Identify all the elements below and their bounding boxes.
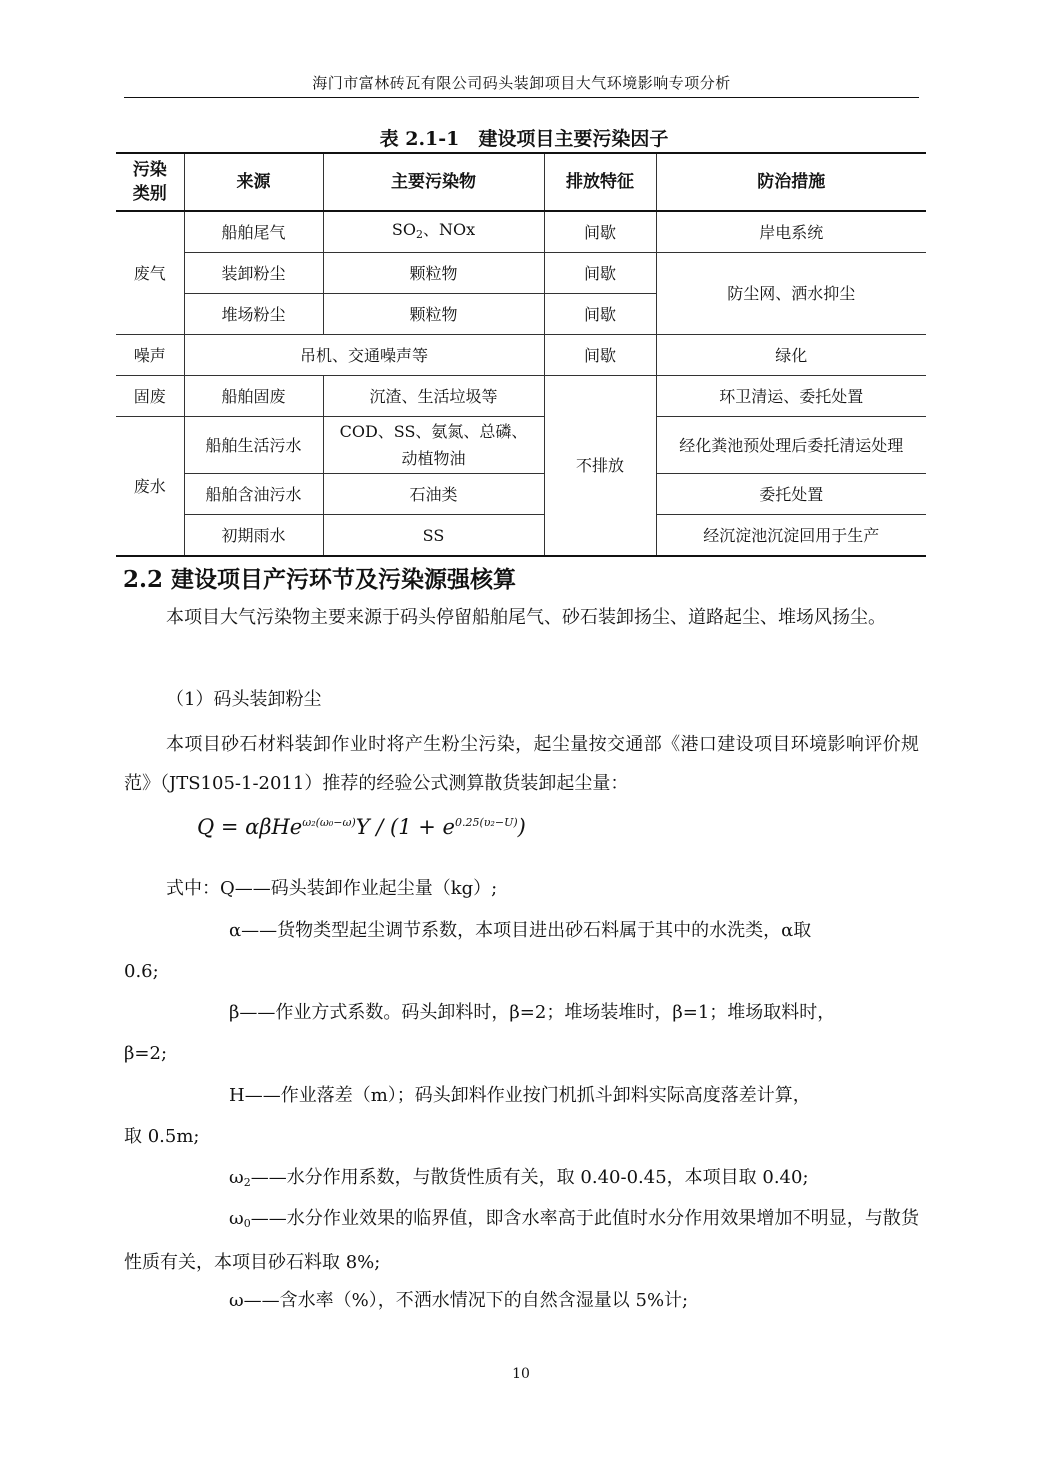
cell-measure: 委托处置: [656, 474, 926, 515]
table-row: [116, 335, 926, 376]
definition-alpha: α——货物类型起尘调节系数，本项目进出砂石料属于其中的水洗类，α取: [229, 920, 812, 941]
definition-q: 式中：Q——码头装卸作业起尘量（kg）;: [166, 878, 498, 899]
table-row: [116, 417, 926, 474]
cell-pollutant: $SO_2$、NOx: [323, 211, 544, 253]
cell-measure: 经沉淀池沉淀回用于生产: [656, 515, 926, 557]
cell-pollutant: 沉渣、生活垃圾等: [323, 376, 544, 417]
col-header-source: 来源: [184, 153, 323, 211]
cell-emission: 不排放: [544, 376, 656, 557]
subsection-heading: （1）码头装卸粉尘: [166, 689, 322, 710]
cell-category: 废水: [116, 417, 184, 557]
table-caption: 表 2.1-1 建设项目主要污染因子: [379, 128, 669, 150]
cell-measure: 防尘网、洒水抑尘: [656, 253, 926, 335]
cell-category: 噪声: [116, 335, 184, 376]
cell-source: 船舶尾气: [184, 211, 323, 253]
cell-pollutant: 颗粒物: [323, 253, 544, 294]
cell-category: 废气: [116, 211, 184, 335]
paragraph: 本项目大气污染物主要来源于码头停留船舶尾气、砂石装卸扬尘、道路起尘、堆场风扬尘。: [166, 607, 886, 628]
cell-pollutant: 石油类: [323, 474, 544, 515]
section-heading: 2.2 建设项目产污环节及污染源强核算: [123, 566, 517, 593]
cell-source: 船舶固废: [184, 376, 323, 417]
cell-source: 装卸粉尘: [184, 253, 323, 294]
cell-measure: 环卫清运、委托处置: [656, 376, 926, 417]
definition-beta-cont: β=2;: [124, 1043, 168, 1064]
col-header-measure: 防治措施: [656, 153, 926, 211]
cell-emission: 间歇: [544, 294, 656, 335]
table-row: [116, 376, 926, 417]
cell-source: 初期雨水: [184, 515, 323, 557]
cell-source: 吊机、交通噪声等: [184, 335, 544, 376]
cell-measure: 岸电系统: [656, 211, 926, 253]
header-rule: [124, 97, 919, 98]
table-row: [116, 474, 926, 515]
col-header-emission: 排放特征: [544, 153, 656, 211]
table-header-row: [116, 153, 926, 211]
cell-emission: 间歇: [544, 211, 656, 253]
cell-source: 船舶含油污水: [184, 474, 323, 515]
table-row: [116, 211, 926, 253]
definition-omega0: $\omega_0——$水分作业效果的临界值，即含水率高于此值时水分作用效果增加不明显，与散货性质有关，本项目砂石料取 8%;: [124, 1208, 919, 1273]
definition-omega: ω——含水率（%），不洒水情况下的自然含湿量以 5%计;: [229, 1290, 689, 1311]
col-header-pollutant: 主要污染物: [323, 153, 544, 211]
paragraph: 本项目砂石材料装卸作业时将产生粉尘污染，起尘量按交通部《港口建设项目环境影响评价规范》（JTS105-1-2011）推荐的经验公式测算散货装卸起尘量：: [124, 734, 919, 794]
definition-h: H——作业落差（m）；码头卸料作业按门机抓斗卸料实际高度落差计算，: [229, 1085, 811, 1106]
table-row: [116, 515, 926, 557]
definition-alpha-cont: 0.6;: [124, 961, 159, 982]
cell-pollutant: COD、SS、氨氮、总磷、动植物油: [323, 417, 544, 474]
cell-measure: 绿化: [656, 335, 926, 376]
cell-source: 船舶生活污水: [184, 417, 323, 474]
cell-category: 固废: [116, 376, 184, 417]
page-number: 10: [512, 1366, 530, 1382]
definition-h-cont: 取 0.5m;: [124, 1126, 200, 1147]
col-header-category: 污染 类别: [116, 153, 184, 211]
definition-omega2: $\omega_2——$水分作用系数，与散货性质有关，取 0.40-0.45，本项目取 0.40;: [229, 1167, 809, 1189]
cell-emission: 间歇: [544, 253, 656, 294]
running-header: 海门市富林砖瓦有限公司码头装卸项目大气环境影响专项分析: [312, 74, 731, 92]
definition-beta: β——作业方式系数。码头卸料时，β=2；堆场装堆时，β=1；堆场取料时，: [229, 1002, 836, 1023]
cell-pollutant: SS: [323, 515, 544, 557]
cell-pollutant: 颗粒物: [323, 294, 544, 335]
table-row: [116, 253, 926, 294]
pollution-factor-table: [116, 152, 926, 557]
dust-formula: $Q = \alpha\beta He^{\omega_2(\omega_0-\omega)}Y / (1 + e^{0.25(\upsilon_2-U)})$: [197, 815, 526, 839]
cell-emission: 间歇: [544, 335, 656, 376]
cell-measure: 经化粪池预处理后委托清运处理: [656, 417, 926, 474]
cell-source: 堆场粉尘: [184, 294, 323, 335]
